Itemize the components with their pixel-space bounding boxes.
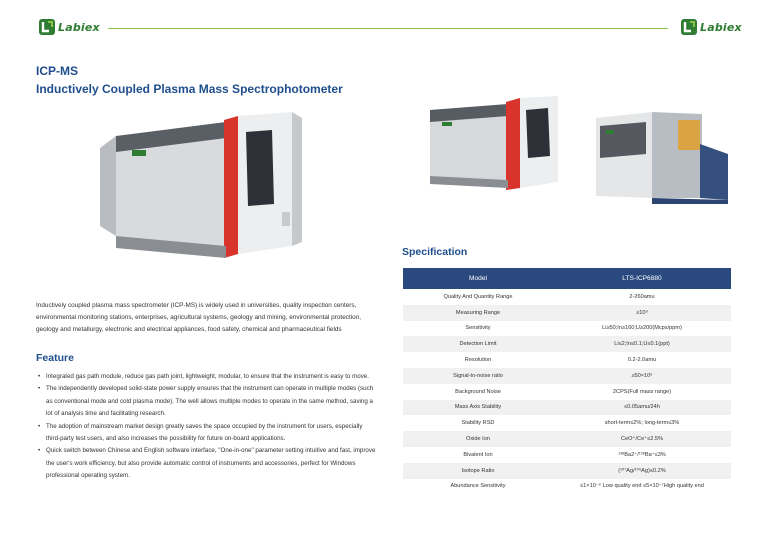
spec-param: Signal-to-noise ratio	[403, 368, 553, 384]
table-row	[403, 289, 731, 305]
table-row	[403, 447, 731, 463]
product-tag: ICP-MS	[36, 64, 78, 78]
brand-logo-left	[38, 18, 100, 36]
header-divider	[108, 28, 668, 29]
feature-item: • The adoption of mainstream market design greatly saves the space occupied by the instrument for users, especially third-party test users, and also increases the possibility for future on-board applications.	[36, 421, 376, 446]
brand-logo-right	[680, 18, 742, 36]
spec-value: ≥50×10⁶	[553, 368, 731, 384]
feature-list	[36, 371, 376, 483]
spec-header-label: Model	[403, 268, 553, 289]
spec-param: Measuring Range	[403, 305, 553, 321]
spec-table	[403, 268, 731, 494]
spec-value: Li≤2;In≤0.1;U≤0.1(ppt)	[553, 336, 731, 352]
spec-value: 2CPS(Full mass range)	[612, 388, 672, 395]
spec-param: Stability RSD	[461, 420, 495, 427]
feature-item: • Quick switch between Chinese and English software interface, "One-in-one" parameter setting intuitive and fast, improve the user's work efficiency, but also provide automatic control of instruments and accessories, perfect for Windows professional operating system.	[36, 445, 376, 482]
table-row	[403, 384, 731, 400]
table-row	[403, 305, 731, 321]
brand-name: Labiex	[700, 20, 742, 34]
feature-heading: Feature	[36, 352, 74, 364]
spec-value: ≤1×10⁻⁶ Low quality end ≤5×10⁻⁷High quality end	[580, 483, 704, 490]
table-row	[403, 479, 731, 495]
table-row	[403, 415, 731, 431]
logo-icon	[38, 18, 56, 36]
spec-value: ¹³⁸Ba2⁺/¹³⁸Ba⁺≤3%	[618, 451, 666, 458]
spec-value: 0.2-2.0amu	[627, 357, 657, 364]
feature-item: • The independently developed solid-state power supply ensures that the instrument can operate in multiple modes (such as conventional mode and cold plasma mode). The well allows multiple modes to operate in the same method, saving a lot of analysis time and facilitating research.	[36, 383, 376, 420]
spec-param: Oxide Ion	[403, 431, 553, 447]
instrument-side-image	[424, 96, 574, 196]
spec-header-model: LTS-ICP6880	[553, 268, 731, 289]
table-row	[403, 352, 731, 368]
spec-param: Isotope Ratio	[403, 463, 553, 479]
logo-icon	[680, 18, 698, 36]
spec-param: Mass Axis Stability	[403, 400, 553, 416]
page-title: Inductively Coupled Plasma Mass Spectrophotometer	[36, 82, 343, 96]
table-row	[403, 463, 731, 479]
table-row	[403, 431, 731, 447]
instrument-open-image	[592, 104, 732, 204]
table-row	[403, 321, 731, 337]
spec-value: Li≥50;In≥160;U≥200(Mcps/ppm)	[602, 325, 682, 332]
table-row	[403, 336, 731, 352]
instrument-main-image	[96, 108, 316, 268]
spec-param: Background Noise	[455, 388, 501, 395]
brand-name: Labiex	[58, 20, 100, 34]
spec-heading: Specification	[402, 246, 468, 258]
spec-param: Resolution	[464, 357, 492, 364]
spec-value: (¹⁰⁷Ag/¹⁰⁹Ag)≤0.2%	[553, 463, 731, 479]
table-row	[403, 368, 731, 384]
spec-param: Bivalent Ion	[463, 451, 493, 458]
spec-header-row	[403, 268, 731, 289]
spec-param: Sensitivity	[465, 325, 491, 332]
spec-value: ≤0.05amu/24h	[553, 400, 731, 416]
spec-param: Quality And Quantity Range	[443, 293, 513, 300]
spec-value: 2-260amu	[629, 293, 655, 300]
table-row	[403, 400, 731, 416]
spec-value: CeO⁺/Ce⁺≤2.5%	[553, 431, 731, 447]
spec-param: Detection Limit	[403, 336, 553, 352]
feature-item: • Integrated gas path module, reduce gas path joint, lightweight, modular, to ensure that the instrument is easy to move.	[36, 371, 376, 383]
intro-paragraph: Inductively coupled plasma mass spectrometer (ICP-MS) is widely used in universities, quality inspection centers, environmental monitoring stations, enterprises, agricultural systems, geology and mining, environmental protection, geology and metallurgy, electronic and electrical appliances, food safety, chemical and pharmaceutical fields	[36, 302, 362, 333]
spec-param: Abundance Sensitivity	[450, 483, 506, 490]
spec-value: ≥10⁹	[553, 305, 731, 321]
spec-value: short-term≤2%; long-term≤3%	[604, 420, 680, 427]
